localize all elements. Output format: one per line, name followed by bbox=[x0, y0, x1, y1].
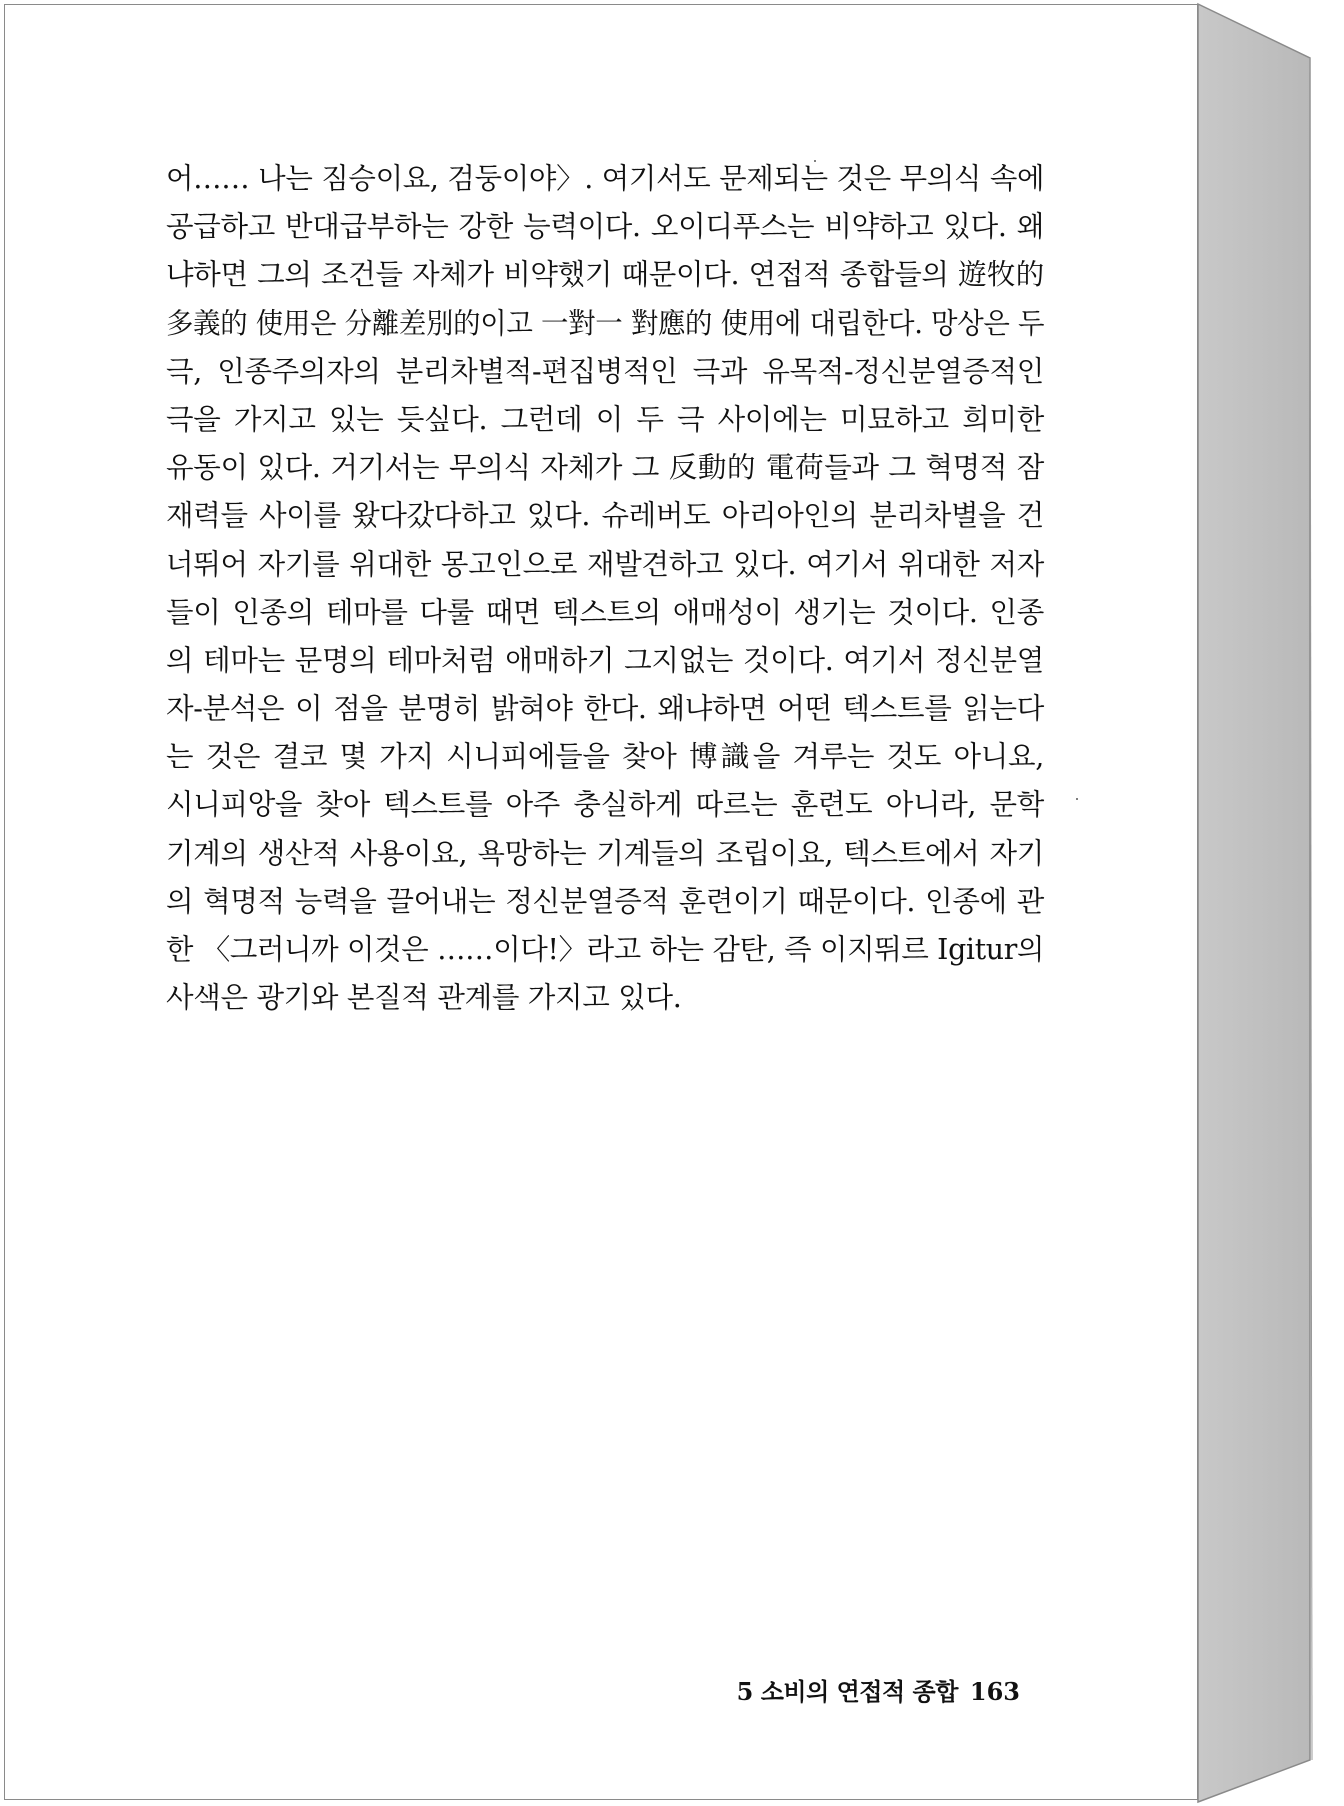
text-line: 너뛰어 자기를 위대한 몽고인으로 재발견하고 있다. 여기서 위대한 저자 bbox=[166, 547, 1044, 581]
text-line: 자-분석은 이 점을 분명히 밝혀야 한다. 왜냐하면 어떤 텍스트를 읽는다 bbox=[166, 692, 1044, 726]
text-line: 의 테마는 문명의 테마처럼 애매하기 그지없는 것이다. 여기서 정신분열 bbox=[166, 643, 1044, 677]
text-line: 는 것은 결코 몇 가지 시니피에들을 찾아 博識을 겨루는 것도 아니요, bbox=[166, 740, 1044, 774]
text-line: 공급하고 반대급부하는 강한 능력이다. 오이디푸스는 비약하고 있다. 왜 bbox=[166, 210, 1044, 244]
text-line: 들이 인종의 테마를 다룰 때면 텍스트의 애매성이 생기는 것이다. 인종 bbox=[166, 595, 1044, 629]
text-line: 극을 가지고 있는 듯싶다. 그런데 이 두 극 사이에는 미묘하고 희미한 bbox=[166, 402, 1044, 436]
chapter-title: 5 소비의 연접적 종합 bbox=[736, 1677, 958, 1706]
text-line: 사색은 광기와 본질적 관계를 가지고 있다. bbox=[166, 981, 682, 1015]
text-line: 극, 인종주의자의 분리차별적-편집병적인 극과 유목적-정신분열증적인 bbox=[166, 354, 1044, 388]
text-line: 시니피앙을 찾아 텍스트를 아주 충실하게 따르는 훈련도 아니라, 문학 bbox=[166, 788, 1044, 822]
text-line: 냐하면 그의 조건들 자체가 비약했기 때문이다. 연접적 종합들의 遊牧的 bbox=[166, 258, 1044, 292]
text-line: 기계의 생산적 사용이요, 욕망하는 기계들의 조립이요, 텍스트에서 자기 bbox=[166, 836, 1044, 870]
scan-speck bbox=[814, 160, 816, 162]
body-text bbox=[166, 155, 1044, 1022]
scan-speck bbox=[1076, 798, 1078, 800]
text-line: 유동이 있다. 거기서는 무의식 자체가 그 反動的 電荷들과 그 혁명적 잠 bbox=[166, 451, 1044, 485]
page-number: 163 bbox=[969, 1677, 1020, 1706]
text-line: 多義的 使用은 分離差別的이고 一對一 對應的 使用에 대립한다. 망상은 두 bbox=[166, 306, 1045, 340]
text-line: 어…… 나는 짐승이요, 검둥이야〉. 여기서도 문제되는 것은 무의식 속에 bbox=[166, 162, 1045, 195]
text-line: 한 〈그러니까 이것은 ……이다!〉라고 하는 감탄, 즉 이지뛰르 Igitur의 bbox=[166, 933, 1045, 966]
running-footer bbox=[730, 1672, 1020, 1707]
text-line: 재력들 사이를 왔다갔다하고 있다. 슈레버도 아리아인의 분리차별을 건 bbox=[166, 499, 1044, 533]
text-line: 의 혁명적 능력을 끌어내는 정신분열증적 훈련이기 때문이다. 인종에 관 bbox=[166, 884, 1044, 918]
